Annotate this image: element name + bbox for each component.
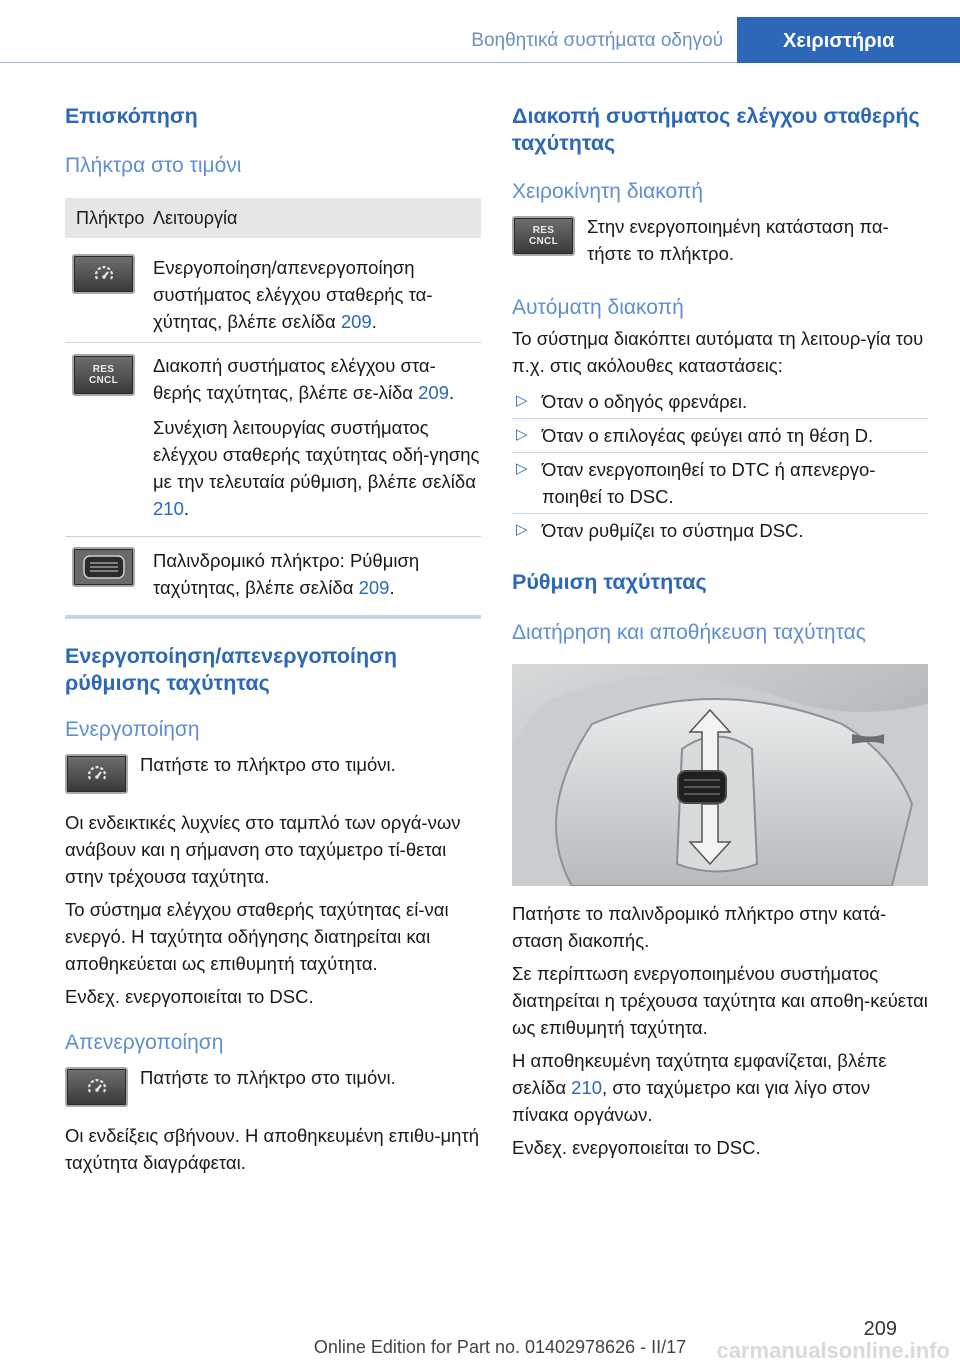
page-link[interactable]: 210	[153, 498, 184, 519]
edition-footer: Online Edition for Part no. 01402978626 - II/17	[313, 1337, 687, 1357]
activate-step-text: Πατήστε το πλήκτρο στο τιμόνι.	[140, 754, 396, 775]
deactivate-step-text: Πατήστε το πλήκτρο στο τιμόνι.	[140, 1067, 396, 1088]
activate-step	[65, 754, 481, 794]
auto-interrupt-list	[512, 385, 928, 547]
header-chapter-tab: Χειριστήρια	[737, 17, 960, 63]
cruise-control-on-off-icon	[72, 254, 135, 294]
bullet-triangle-icon: ▷	[516, 460, 528, 477]
table-bottom-rule	[65, 615, 481, 619]
bullet-triangle-icon: ▷	[516, 426, 528, 443]
list-item: ▷ Όταν ο οδηγός φρενάρει.	[512, 385, 928, 419]
activate-subheading: Ενεργοποίηση	[65, 718, 200, 741]
cruise-control-on-off-icon	[65, 754, 128, 794]
activate-paragraph-1: Οι ενδεικτικές λυχνίες στο ταμπλό των οργά-νων ανάβουν και η σήμανση στο ταχύμετρο τί-θεται στην τρέχουσα ταχύτητα.	[65, 812, 461, 887]
manual-interrupt-step	[512, 216, 928, 267]
list-item: ▷ Όταν ο επιλογέας φεύγει από τη θέση D.	[512, 419, 928, 453]
deactivate-step	[65, 1067, 481, 1107]
page-link[interactable]: 209	[340, 311, 372, 332]
overview-heading: Επισκόπηση	[65, 104, 198, 128]
row-description: Παλινδρομικό πλήκτρο: Ρύθμιση ταχύτητας, βλέπε σελίδα 209.	[153, 550, 420, 598]
keep-paragraph-1: Πατήστε το παλινδρομικό πλήκτρο στην κατά-σταση διακοπής.	[512, 903, 887, 951]
table-row	[65, 343, 481, 537]
bullet-triangle-icon: ▷	[516, 521, 528, 538]
page-number: 209	[863, 1318, 897, 1340]
res-cncl-icon: RES CNCL	[512, 216, 575, 256]
page-link[interactable]: 210	[571, 1077, 603, 1098]
res-cncl-icon: RES CNCL	[72, 354, 135, 396]
auto-interrupt-paragraph: Το σύστημα διακόπτει αυτόματα τη λειτουρ-γία του π.χ. στις ακόλουθες καταστάσεις:	[512, 328, 924, 376]
speed-section-heading: Ρύθμιση ταχύτητας	[512, 570, 707, 594]
row-description: Ενεργοποίηση/απενεργοποίηση συστήματος ελέγχου σταθερής τα-χύτητας, βλέπε σελίδα 209.	[153, 257, 433, 332]
manual-interrupt-subheading: Χειροκίνητη διακοπή	[512, 180, 704, 203]
left-column	[65, 92, 481, 1176]
rocker-switch-icon	[72, 547, 135, 587]
page-link[interactable]: 209	[358, 577, 390, 598]
activation-section-heading: Ενεργοποίηση/απενεργοποίηση ρύθμισης ταχύτητας	[65, 644, 397, 695]
table-row	[65, 537, 481, 615]
deactivate-paragraph-1: Οι ενδείξεις σβήνουν. Η αποθηκευμένη επιθυ-μητή ταχύτητα διαγράφεται.	[65, 1125, 480, 1173]
interrupt-section-heading: Διακοπή συστήματος ελέγχου σταθερής ταχύτητας	[512, 104, 920, 155]
page-link[interactable]: 209	[418, 382, 449, 403]
bullet-triangle-icon: ▷	[516, 392, 528, 409]
watermark: carmanualsonline.info	[716, 1338, 950, 1362]
col-function-header: Λειτουργία	[153, 207, 238, 228]
steering-wheel-rocker-photo	[512, 664, 928, 886]
col-key-header: Πλήκτρο	[76, 207, 145, 228]
keep-paragraph-4: Ενδεχ. ενεργοποιείται το DSC.	[512, 1137, 761, 1158]
keys-table	[65, 198, 481, 619]
header-section-title: Βοηθητικά συστήματα οδηγού	[471, 30, 723, 51]
row-description: Διακοπή συστήματος ελέγχου στα-θερής ταχύτητας, βλέπε σε-λίδα 209. Συνέχιση λειτουργίας συστήματος ελέγχου σταθερής ταχύτητας οδή-γησης με την τελευταία ρύθμιση, βλέπε σελίδα 210.	[153, 355, 480, 519]
steering-keys-heading: Πλήκτρα στο τιμόνι	[65, 154, 242, 177]
right-column	[512, 92, 928, 1161]
manual-interrupt-text: Στην ενεργοποιημένη κατάσταση πα-τήστε το πλήκτρο.	[587, 216, 889, 264]
keys-table-header	[65, 198, 481, 238]
deactivate-subheading: Απενεργοποίηση	[65, 1031, 224, 1054]
keep-paragraph-3: Η αποθηκευμένη ταχύτητα εμφανίζεται, βλέπε σελίδα 210, στο ταχύμετρο και για λίγο στον πίνακα οργάνων.	[512, 1050, 887, 1125]
list-item: ▷ Όταν ενεργοποιηθεί το DTC ή απενεργο-ποιηθεί το DSC.	[512, 453, 928, 514]
table-row	[65, 238, 481, 343]
cruise-control-on-off-icon	[65, 1067, 128, 1107]
keep-paragraph-2: Σε περίπτωση ενεργοποιημένου συστήματος διατηρείται η τρέχουσα ταχύτητα και αποθη-κεύεται ως επιθυμητή ταχύτητα.	[512, 963, 928, 1038]
list-item: ▷ Όταν ρυθμίζει το σύστημα DSC.	[512, 514, 928, 547]
keep-speed-subheading: Διατήρηση και αποθήκευση ταχύτητας	[512, 621, 866, 644]
activate-paragraph-3: Ενδεχ. ενεργοποιείται το DSC.	[65, 986, 314, 1007]
auto-interrupt-subheading: Αυτόματη διακοπή	[512, 296, 684, 319]
activate-paragraph-2: Το σύστημα ελέγχου σταθερής ταχύτητας εί-ναι ενεργό. Η ταχύτητα οδήγησης διατηρείται και αποθηκεύεται ως επιθυμητή ταχύτητα.	[65, 899, 449, 974]
